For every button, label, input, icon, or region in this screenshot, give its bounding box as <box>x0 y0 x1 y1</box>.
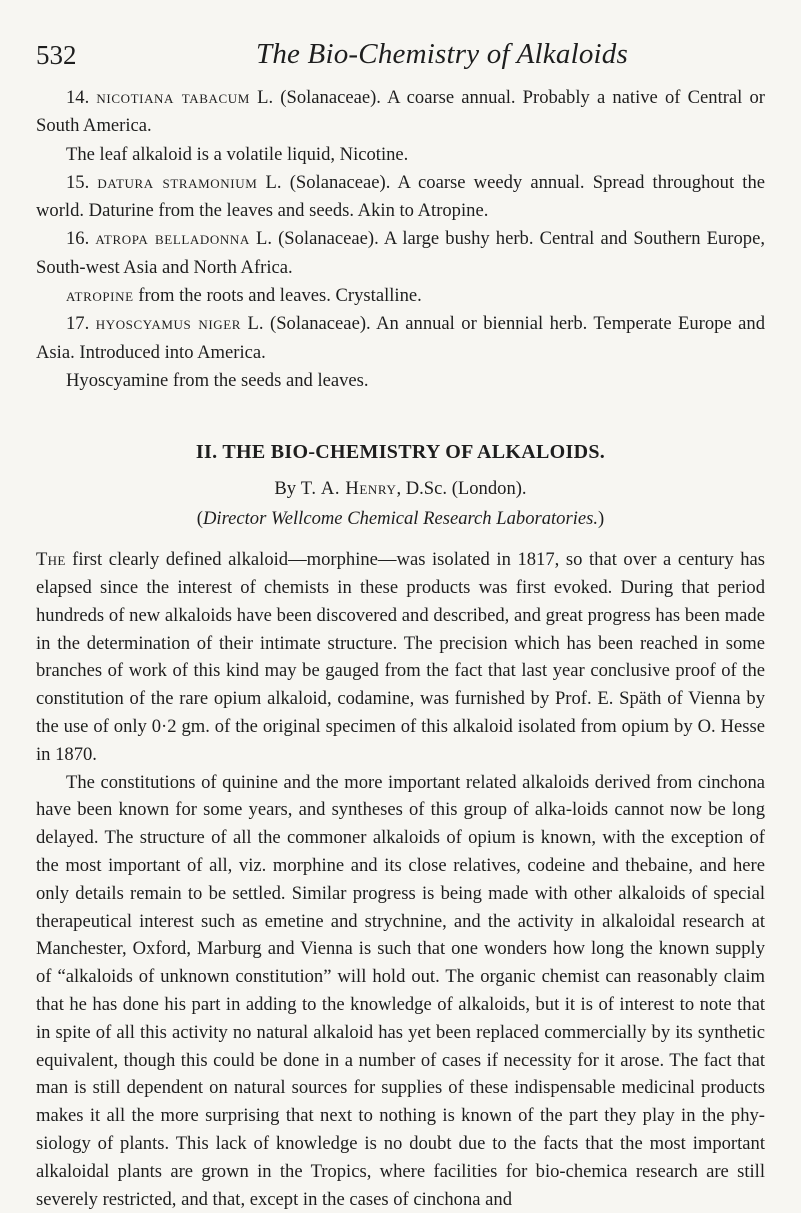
plant-entry <box>36 225 765 310</box>
paragraph-text: The constitutions of quinine and the more important related alkaloids derived from cinchona have been known for some years, and syntheses of this group of alka-loids cannot now be long delayed. The structure of all the commoner alkaloids of opium is known, with the exception of the most important of all, viz. morphine and its close relatives, codeine and thebaine, and here only details remain to be settled. Similar progress is being made with other alkaloids of special therapeutical interest such as emetine and strychnine, and the activity in alkaloidal research at Manchester, Oxford, Marburg and Vienna is such that one wonders how long the known supply of “alkaloids of unknown constitution” will hold out. The organic chemist can reasonably claim that he has done his part in adding to the knowledge of alkaloids, but it is of interest to note that in spite of all this activity no natural alkaloid has yet been replaced commercially by its synthetic equivalent, though this could be done in a number of cases if necessity for it arose. The fact that man is still dependent on natural sources for supplies of these indispensable medicinal products makes it all the more surprising that next to nothing is known of the part they play in the phy-siology of plants. This lack of knowledge is no doubt due to the facts that the most important alkaloidal plants are grown in the Tropics, where facilities for bio-chemica research are still severely restricted, and that, except in the cases of cinchona and <box>36 771 765 1210</box>
body-paragraph <box>36 546 765 768</box>
species-name: atropa belladonna <box>95 228 250 250</box>
body-paragraph <box>36 769 765 1213</box>
running-head <box>36 38 765 82</box>
entry-description: L. (Solanaceae). A large bushy herb. Central and Southern Europe, South-west Asia and North Africa. <box>36 228 765 278</box>
paragraph-text: first clearly defined alkaloid—morphine—was isolated in 1817, so that over a century has elapsed since the interest of chemists in these products was first evoked. During that period hundreds of new alkaloids have been discovered and described, and great progress has been made in the determination of their intimate structure. The precision which has been reached in some branches of work of this kind may be gauged from the fact that last year conclusive proof of the constitution of the rare opium alkaloid, codamine, was furnished by Prof. E. Späth of Vienna by the use of only 0·2 gm. of the original specimen of this alkaloid isolated from opium by O. Hesse in 1870. <box>36 549 765 765</box>
entry-description: L. (Solanaceae). An annual or biennial herb. Temperate Europe and Asia. Introduced into America. <box>36 313 766 363</box>
species-name: datura stramonium <box>97 171 258 193</box>
plant-entry <box>36 84 765 169</box>
paragraph-lead: The <box>36 549 66 571</box>
plant-entry-list <box>36 84 765 395</box>
entry-continuation <box>36 141 765 169</box>
alkaloid-name: atropine <box>66 285 134 307</box>
byline-by: By <box>274 478 297 500</box>
author-affiliation: (Director Wellcome Chemical Research Laboratories.) <box>196 508 605 530</box>
species-name: nicotiana tabacum <box>96 87 250 108</box>
page-number: 532 <box>36 40 77 70</box>
plant-entry <box>36 169 765 226</box>
entry-text <box>36 84 765 141</box>
entry-continuation <box>36 282 765 310</box>
entry-continuation-text: The leaf alkaloid is a volatile liquid, Nicotine. <box>66 143 409 165</box>
section-heading: II. THE BIO-CHEMISTRY OF ALKALOIDS. <box>195 441 606 464</box>
running-title: The Bio-Chemistry of Alkaloids <box>256 38 628 70</box>
entry-number: 17. <box>66 313 90 335</box>
entry-text <box>36 310 765 367</box>
entry-text <box>36 169 765 226</box>
entry-continuation-text: from the roots and leaves. Crystalline. <box>133 285 422 307</box>
entry-continuation-text: Hyoscyamine from the seeds and leaves. <box>66 369 369 391</box>
species-name: hyoscyamus niger <box>95 313 242 335</box>
affiliation-text: Director Wellcome Chemical Research Laboratories. <box>202 508 599 530</box>
author-name: T. A. Henry <box>300 478 397 500</box>
entry-continuation <box>36 367 765 395</box>
entry-description: L. (Solanaceae). A coarse weedy annual. Spread throughout the world. Daturine from the leaves and seeds. Akin to Atropine. <box>36 171 766 222</box>
entry-number: 14. <box>66 87 90 108</box>
entry-number: 15. <box>66 171 90 193</box>
entry-description: L. (Solanaceae). A coarse annual. Probably a native of Central or South America. <box>36 87 765 137</box>
author-degree: , D.Sc. (London). <box>396 478 527 500</box>
entry-text <box>36 225 765 282</box>
article-body <box>36 546 765 1213</box>
plant-entry <box>36 310 765 395</box>
entry-number: 16. <box>66 228 90 250</box>
author-byline <box>36 478 765 500</box>
